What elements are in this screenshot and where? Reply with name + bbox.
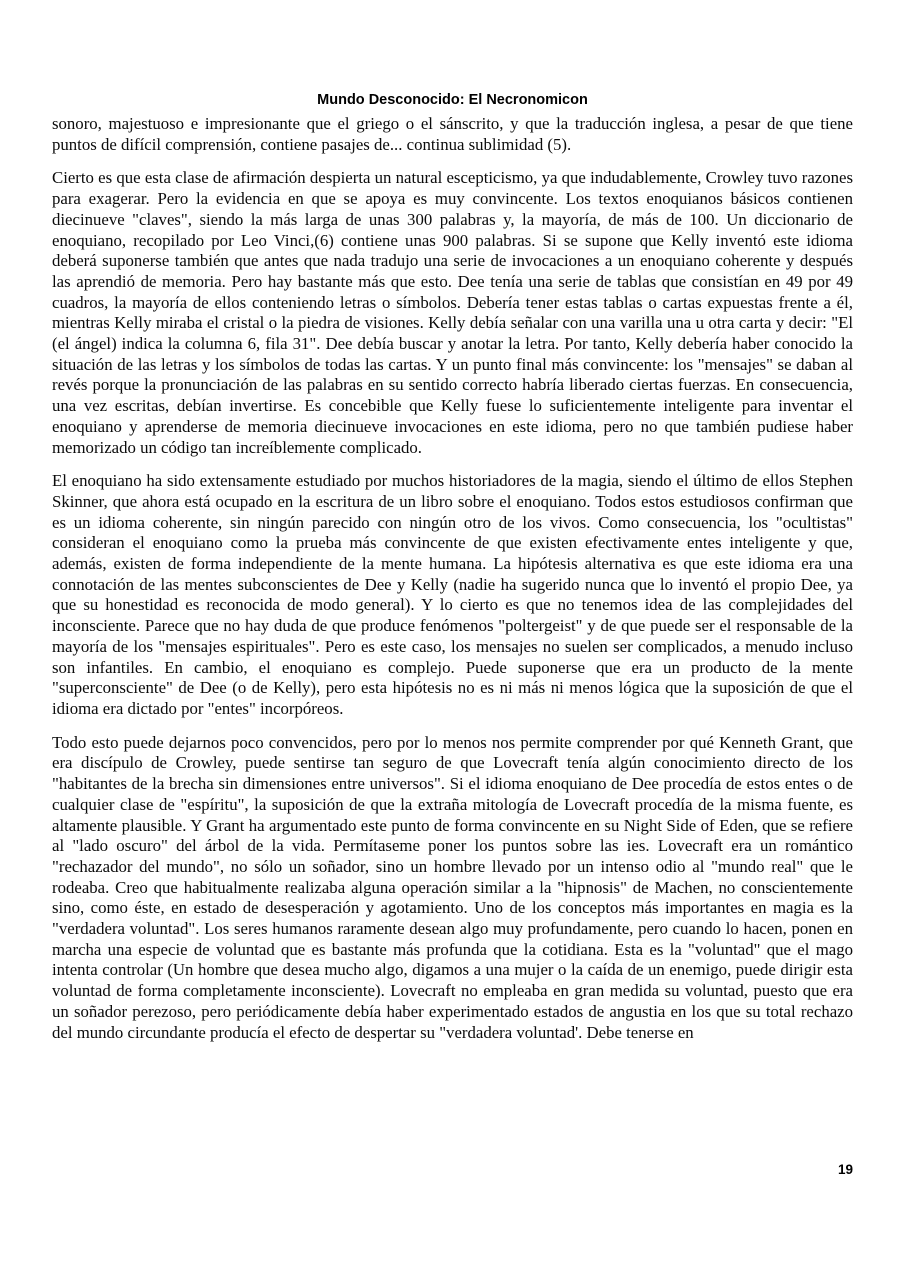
body-paragraph: Cierto es que esta clase de afirmación despierta un natural escepticismo, ya que indudablemente, Crowley tuvo razones para exagerar. Pero la evidencia en que se apoya es muy convincente. Los textos enoquianos básicos contienen diecinueve "claves", siendo la más larga de unas 300 palabras y, la mayoría, de más de 100. Un diccionario de enoquiano, recopilado por Leo Vinci,(6) contiene unas 900 palabras. Si se supone que Kelly inventó este idioma deberá suponerse también que antes que nada tradujo una serie de invocaciones a un enoquiano coherente y después las aprendió de memoria. Pero hay bastante más que esto. Dee tenía una serie de tablas que consistían en 49 por 49 cuadros, la mayoría de ellos conteniendo letras o símbolos. Debería tener estas tablas o cartas expuestas frente a él, mientras Kelly miraba el cristal o la piedra de visiones. Kelly debía señalar con una varilla una u otra carta y decir: "El (el ángel) indica la columna 6, fila 31". Dee debía buscar y anotar la letra. Por tanto, Kelly debería haber conocido la situación de las letras y los símbolos de todas las cartas. Y un punto final más convincente: los "mensajes" se daban al revés porque la pronunciación de las palabras en su sentido correcto habría liberado ciertas fuerzas. En consecuencia, una vez escritas, debían invertirse. Es concebible que Kelly fuese lo suficientemente inteligente para inventar el enoquiano y aprenderse de memoria diecinueve invocaciones en este idioma, pero no que también pudiese haber memorizado un código tan increíblemente complicado. [52,168,853,457]
body-paragraph: sonoro, majestuoso e impresionante que el griego o el sánscrito, y que la traducción inglesa, a pesar de que tiene puntos de difícil comprensión, contiene pasajes de... continua sublimidad (5). [52,114,853,154]
body-paragraph: El enoquiano ha sido extensamente estudiado por muchos historiadores de la magia, siendo el último de ellos Stephen Skinner, que ahora está ocupado en la escritura de un libro sobre el enoquiano. Todos estos estudiosos confirman que es un idioma coherente, sin ningún parecido con ningún otro de los vivos. Como consecuencia, los "ocultistas" consideran el enoquiano como la prueba más convincente de que existen efectivamente entes inteligente y que, además, existen de forma independiente de la mente humana. La hipótesis alternativa es que este idioma era una connotación de las mentes subconscientes de Dee y Kelly (nadie ha sugerido nunca que lo inventó el propio Dee, ya que su honestidad es reconocida de modo general). Y lo cierto es que no tenemos idea de las complejidades del inconsciente. Parece que no hay duda de que produce fenómenos "poltergeist" y de que puede ser el responsable de la mayoría de los "mensajes espirituales". Pero es este caso, los mensajes no suelen ser complicados, a menudo incluso son infantiles. En cambio, el enoquiano es complejo. Puede suponerse que era un producto de la mente "superconsciente" de Dee (o de Kelly), pero esta hipótesis no es ni más ni menos lógica que la suposición de que el idioma era dictado por "entes" incorpóreos. [52,471,853,718]
page-title: Mundo Desconocido: El Necronomicon [317,92,588,108]
document-body [52,114,853,1056]
body-paragraph: Todo esto puede dejarnos poco convencidos, pero por lo menos nos permite comprender por qué Kenneth Grant, que era discípulo de Crowley, puede sentirse tan seguro de que Lovecraft tenía algún conocimiento directo de los "habitantes de la brecha sin dimensiones entre universos". Si el idioma enoquiano de Dee procedía de estos entes o de cualquier clase de "espíritu", la suposición de que la extraña mitología de Lovecraft procedía de la misma fuente, es altamente plausible. Y Grant ha argumentado este punto de forma convincente en su Night Side of Eden, que se refiere al "lado oscuro" del árbol de la vida. Permítaseme poner los puntos sobre las ies. Lovecraft era un romántico "rechazador del mundo", no sólo un soñador, sino un hombre llevado por un intenso odio al "mundo real" que le rodeaba. Creo que habitualmente realizaba alguna operación similar a la "hipnosis" de Machen, no conscientemente sino, como éste, en estado de desesperación y agotamiento. Uno de los conceptos más importantes en magia es la "verdadera voluntad". Los seres humanos raramente desean algo muy profundamente, pero cuando lo hacen, ponen en marcha una especie de voluntad que es bastante más profunda que la cotidiana. Esta es la "voluntad" que el mago intenta controlar (Un hombre que desea mucho algo, digamos a una mujer o la caída de un enemigo, puede dirigir esta voluntad de forma completamente inconsciente). Lovecraft no empleaba en gran medida su voluntad, puesto que era un soñador perezoso, pero periódicamente debía haber experimentado estados de angustia en los que su total rechazo del mundo circundante producía el efecto de despertar su "verdadera voluntad'. Debe tenerse en [52,732,853,1042]
page-number: 19 [837,1162,853,1177]
